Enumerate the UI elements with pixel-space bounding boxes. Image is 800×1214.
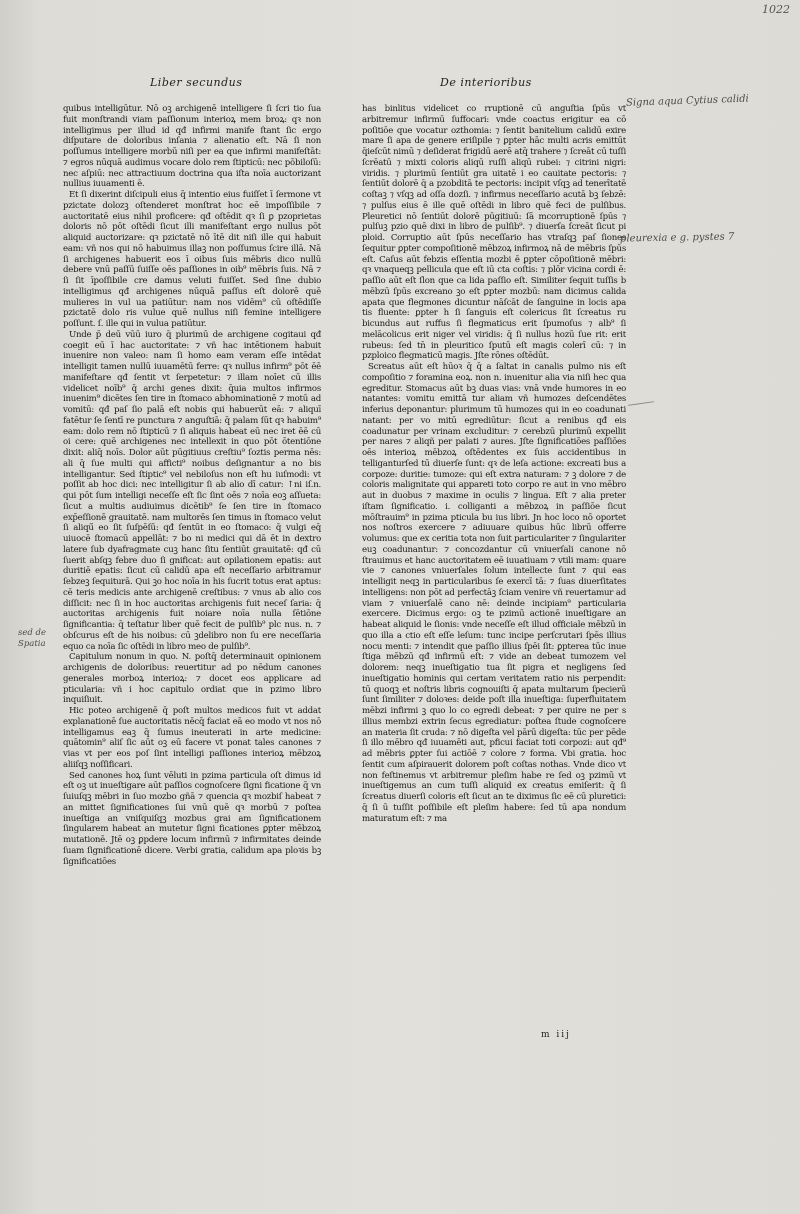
text-column-left — [63, 104, 321, 1034]
left-paragraph: Hic poteo archigenē q̄ poſt multos medicos fuit vt addat explanationē ſue auctoritatis nēcq̄ faciat eā eo modo vt nos nō intelligamus eaꝫ q̄ ſumus ineuterati in arte medicine: quātomin⁹ aliſ ſic aūt oꝫ eū facere vt ponat tales canones ⁊ vias vt per eos poſ ſint intelligi paſſiones interioꝝ mēbzoꝝ aliiſqꝫ noſſificari. — [63, 706, 321, 770]
running-header-left: Liber secundus — [150, 76, 243, 89]
marginal-dash-mark — [628, 401, 654, 406]
signature-mark: m iij — [541, 1030, 571, 1040]
left-paragraph: quibus intelligūtur. Nō oꝫ archigenē intelligere ſi ſcri tio ſua fuit monſtrandi viam paſſionum interioꝝ mem broꝝ: qꝛ non intelligimus per illud id qđ infirmi manife ſtant ſic ergo diſputare de doloribus inſania ⁊ alienatio eſt. Nā ſi non poſſumus intelligere morbū niſi per ea que infirmi manifeſtāt: ⁊ egros nūquā audimus vocare dolo rem ſtipticū: nec pōbiloſū: nec aſpiū: nec attractiuum doctrina qua iſta noīa auctorizant nullius iuuamenti ē. — [63, 104, 321, 190]
chapter-heading-paragraph: Capitulum nonum in quo. N. poſtq̄ determinauit opinionem archigenis de doloribus: reuertitur ad po nēdum canones generales morboꝝ interioꝝ: ⁊ docet eos applicare ad pticularia: vñ i hoc capitulo ordiat que in pzimo libro inquiſiuit. — [63, 652, 321, 706]
marginal-annotation-top-right: Signa aqua Cytius calidi — [625, 93, 749, 109]
left-paragraph: Unde p̄ deū vūū iuro q̄ plurimū de archigene cogitaui qđ coegit eū ī hac auctoritate: ⁊ vñ hac intētionem habuit inuenire non valeo: nam ſi homo eam veram eſſe intēdat intelligit tamen nullū iuuamētū ferre: qꝛ nullus infirm⁹ pōt ēē manifeſtare qđ ſentit vt ſerpetetur: ⁊ illam noīet cū illis videlicet noīb⁹ q̄ archi genes dixit: q̄uia multos infirmos inuenim⁹ dicētes ſen tire in ſtomaco abhominationē ⁊ motū ad vomitū: qđ paſ ſio palā eſt nobis qui habuerūt eā: ⁊ aliquī fatētur ſe ſentī re punctura ⁊ anguſtiā: q̄ palam ſūt qꝛ habuim⁹ eam: dolo rem nō ſtipticū ⁊ ſi aliquis habeat eū nec iret ēē cū oi cere: quē archigenes nec intellexit in quo pōt ōtentiōne dixit: aliq̄ noīs. Dolor aūt pūgitiuus creſtiu⁹ ſoztis perma nēs: ali q̄ ſue multi qui afficti⁹ noibus deſignantur a no bis intelligantur. Sed ſtiptic⁹ vel nebiloſus non eſt hu iuſmodi: vt poſſit ab hoc dici: nec intelligitur ſi ab alio dī catur: ↑ni iſ.n. qui pōt ſum intelligi neceſſe eſt ſic ſint oēs ⁊ noīa eoꝫ aſſueta: ſicut a multis audiuimus dicētib⁹ ſe ſen tire in ſtomaco exp̄eſſionē grauitatē. nam multorēs ſen timus in ſtomaco velut ſi aliqū̄ eo ſit ſuſpēſū: qđ ſentūt in eo ſtomaco: q̄ vulgi eq̄ uiuocē ſtomacū appellāt: ⁊ bo ni medici qui dā ēt in dextro latere ſub dyafragmate cuꝫ hanc ſitu ſentiūt grauitatē: qđ cū ſuerit abſqꝫ febre duo ſi gnificat: aut opilationem epatis: aut duritiē epatis: ſicut cū calidū apa eſt neceſſario arbitramur ſebzeꝫ ſequiturā. Qui ꝫo hoc noīa in his ſucrit totus erat aptus: cē teris medicis ante archigenē creſtibus: ⁊ vnus ab alio cos diſſicit: nec ſi in hoc auctoritas archigenis fuit neceſ ſaria: q̄ auctoritas archigenis fuit noiare noīa nulla ſētiōne ſignificantia: q̄ teſtatur liber quē fecit de pulſib⁹ plc nus. n. ⁊ obſcurus eſt de his noibus: cū ꝫdelibro non ſu ere neceſſaria equo ca noīa ſic oſtēdi in libro meo de pulſib⁹. — [63, 329, 321, 652]
marginal-annotation-middle-right: pleurexia e g. pystes 7 — [619, 231, 735, 245]
text-column-right — [362, 104, 626, 1016]
left-paragraph: Sed canones hoꝝ ſunt vēluti in pzima particula oſt dimus id eſt oꝫ ut inueſtigare aūt paſſios cognoſcere ſigni ficatione q̄ vn ſuiuſqꝫ mēbri in ſuo mozbo gñā ⁊ quencia qꝛ mozbiſ habeat ⁊ an mittet ſignificationes ſui vnū quē qꝛ morbū ⁊ poſtea inueſtiga an vniſquiſqꝫ mozbus grai am ſignificationem ſingularem habeat an mutetur ſigni ficationes ꝑpter mēbzoꝝ mutationē. Jtē oꝫ ꝑpdere locum infirmū ⁊ infirmitates deinde ſuam ſignificationē dicere. Verbi gratia, calidum apa ploꝛis bꝫ ſignificatiōes — [63, 770, 321, 867]
right-paragraph: has binlitus videlicet co rruptionē cū anguſtia ſpūs vt arbitremur infirmū ſuffocari: vnde coactus erigitur ea cō poſitiōe que vocatur ozthomia: ⁊ ſentit banitelium calidū exire mare ſi apa de genere eriſipile ⁊ ꝑpter hāc multi acris emittūt q̄ieſcūt nimū ⁊ deſiderat frigidū aerē atq̄ trahere ⁊ ſcreāt cū tuſſi ſcrēatū ⁊ mixti coloris aliqū ruſſi aliqū rubei: ⁊ citrini nigri: viridis. ⁊ plurimū ſentiūt gra uitatē i eo cauitate pectoris: ⁊ ſentiūt dolorē q̄ a pzobditā te pectoris: incipit vſqꝫ ad tenerītatē coſtaꝫ ⁊ vſqꝫ ad oſſa dozſi. ⁊ infirmus neceſſario acutā bꝫ ſebzē: ⁊ pulſus eius ē ille quē oſtēdi in libro quē feci de pulſibus. Pleuretici nō ſentiūt dolorē pūgitiuū: ſā mcorruptionē ſpūs ⁊ pulſuꝫ pzio quē dixi in libro de pulſib⁹. ⁊ diuerſa ſcreāt ſicut pi ploid. Corruptio aūt ſpūs neceſſario has vtraſqꝫ paſ ſiones ſequitur ꝑpter compoſitionē mēbzoꝝ infirmoꝝ nā de mēbris ſpūs eſt. Caſus aūt febzis eſſentia mozbi ē ꝑpter cōpoſitionē mēbri: qꝛ vnaqueqꝫ pellicula que eſt iū cta coſtis: ⁊ plōr vicina cordi ē: paſſio aūt eſt ſlon que ca lida paſſio eſt. Similiter ſequit tuſſis b mēbzū ſpūs excreano ꝫo eſt ꝑpter mozbū: nam dicimus calida apata que flegmones dicuntur nāſcāt de ſanguine in locis apa tis fluente: ꝑpter h ſi ſanguis eſt colericus ſit ſcreatus ru bicundus aut ruffus ſi flegmaticus erit ſpumoſus ⁊ alb⁹ ſi melācolicus erit niger vel viridis: q̄ ſi nullus hozū ſue rit: erit rubeus: ſed tn̄ in pleuritico ſputū eſt magis colerī cū: ⁊ in pzploico flegmaticū magis. Jſte rōnes oſtēdūt. — [362, 104, 626, 362]
marginal-annotation-left: sed de Spatia — [18, 628, 47, 649]
running-header-right: De interioribus — [440, 76, 532, 89]
left-paragraph: Et ſi dixerint diſcipuli eius q̄ intentio eius fuiſſet ī ſermone vt pzictate dolozꝫ oſtenderet monſtrat hoc eē impoſſibile ⁊ auctoritatē eius nihil proficere: qđ oſtēdit qꝛ ſi ꝑ pzoprietas doloris nō pōt oſtēdi ſicut illi manifeſtant ergo nullus pōt aliquid auctorizare: qꝛ pzictatē nō ītē dit niſi ille qui habuit eam: vñ nos qui nō habuimus illaꝫ non poſſumus ſcire illā. Nā ſi archigenes habuerit eos ī oibus ſuis mēbris dico nullū debere vnū paſſū ſuiſſe oēs paſſiones in oib⁹ mēbris ſuis. Nā ⁊ ſi ſit īpoſſibile cre damus veluti fuiſſet. Sed ſine dubio intelligimus qđ archigenes nūquā paſſus eſt dolorē quē mulieres in vul ua patiūtur: nam nos vidēm⁹ cū oſtēdiſſe pzictatē dolo ris vulue quē nullus niſi femine intelligere poſſunt. ſ. ille qui in vulua patiūtur. — [63, 190, 321, 329]
folio-number: 1022 — [762, 3, 790, 16]
right-paragraph: Screatus aūt eſt hūoꝛ q̄ q̄ a ſaltat in canalis pulmo nis eſt compoſitio ⁊ foramina eoꝝ. non n. inuenitur alia via niſi hec qua egreditur. Stomacus aūt bꝫ duas vias: vnā vnde humores in eo natantes: vomitu emittā tur aliam vñ humozes deſcendētes inferius deponantur: plurimum tū humozes qui in eo coadunati natant: per vo mitū egrediūtur: ſicut a renibus qđ eis coadunatur per vrinam excluditur: ⁊ cerebzū plurimū expellit per nares ⁊ aliqñ per palati ⁊ aures. Jſte ſignificatiōes paſſiōes oēs interioꝝ mēbzoꝝ oſtēdentes ex ſuis accidentibus in telliganturſed tū diuerſe ſunt: qꝛ de leſa actione: excreati bus a corpoze: duritie: tumoze: qui eſt extra naturam: ⁊ ꝫ dolore ⁊ de coloris malignitate qui appareti toto corpo re aut in vno mēbro aut in duobus ⁊ maxime in oculis ⁊ lingua. Eſt ⁊ alia preter iſtam ſignificatio. i. colliganti a mēbzoꝝ in paſſiōe ſicut mōſtrauim⁹ in pzima pticula bu ius libri. Jn hoc loco nō oportet nos noſtros exercere ⁊ adiuuare quibus hūc librū offerre volumus: que ex ceritia tota non ſuit particulariter ⁊ ſingulariter euꝫ coadunantur: ⁊ concozdantur cū vniuerſali canone nō ſtrauimus et hanc auctoritatem eē iuuatiuam ⁊ vtili mam: quare vie ⁊ canones vniuerſales ſolum intellecte ſunt ⁊ qui eas intelligit neqꝫ in particularibus ſe exercī tā: ⁊ ſuas diuerſitates intelligens: non pōt ad perfectāꝫ ſciam venire vñ reuertamur ad viam ⁊ vniuerſalē cano nē: deinde incipiam⁹ particularia exercere. Dicimus ergo: oꝫ te pzimū actionē inueſtigare an habeat aliquid le ſionis: vnde neceſſe eſt illud officiale mēbzū in quo illa a ctio eſt eſſe leſum: tunc incipe perſcrutari ſpēs illius nocu menti: ⁊ intendit que paſſio illius ſpēi ſit: ꝑpterea tūc inue ſtiga mēbzū qđ infirmū eſt: ⁊ vide an debeat tumozem vel dolorem: neqꝫ inueſtigatio tua ſit pigra et negligens ſed inueſtigatio hominis qui certam veritatem ratio nis perpendit: tū quoqꝫ et noſtris libris cognouiſti q̄ apata multarum ſpecierū ſunt ſimiliter ⁊ doloꝛes: deide poſt illa inueſtiga: ſuperfluitatem mēbzi infirmi ꝫ quo lo co egredi debeat: ⁊ per quire ne per s illius membzi extrin ſecus egrediatur: poſtea ſtude cognoſcere an materia ſit cruda: ⁊ nō digeſta vel pārū digeſta: tūc per pēde ſi illo mēbro qđ iuuamēti aut, pficui faciat toti corpozi: aut qđ⁹ ad mēbris ꝑpter ſui actiōē ⁊ colore ⁊ forma. Vbi gratia. hoc ſentit cum aſpirauerit dolorem poſt coſtas nothas. Vnde dico vt non feſtinemus vt arbitremur pleſim habe re ſed oꝫ pzimū vt inueſtigemus an cum tuſſi aliquid ex creatus emiſerit: q̄ ſi ſcreatus diuerſi coloris eſt ſicut an te diximus ſic eē cū pluretici: q̄ ſi ū tuſſit poſſibile eſt pleſim habere: ſed tū apa nondum maturatum eſt: ⁊ ma — [362, 362, 626, 824]
